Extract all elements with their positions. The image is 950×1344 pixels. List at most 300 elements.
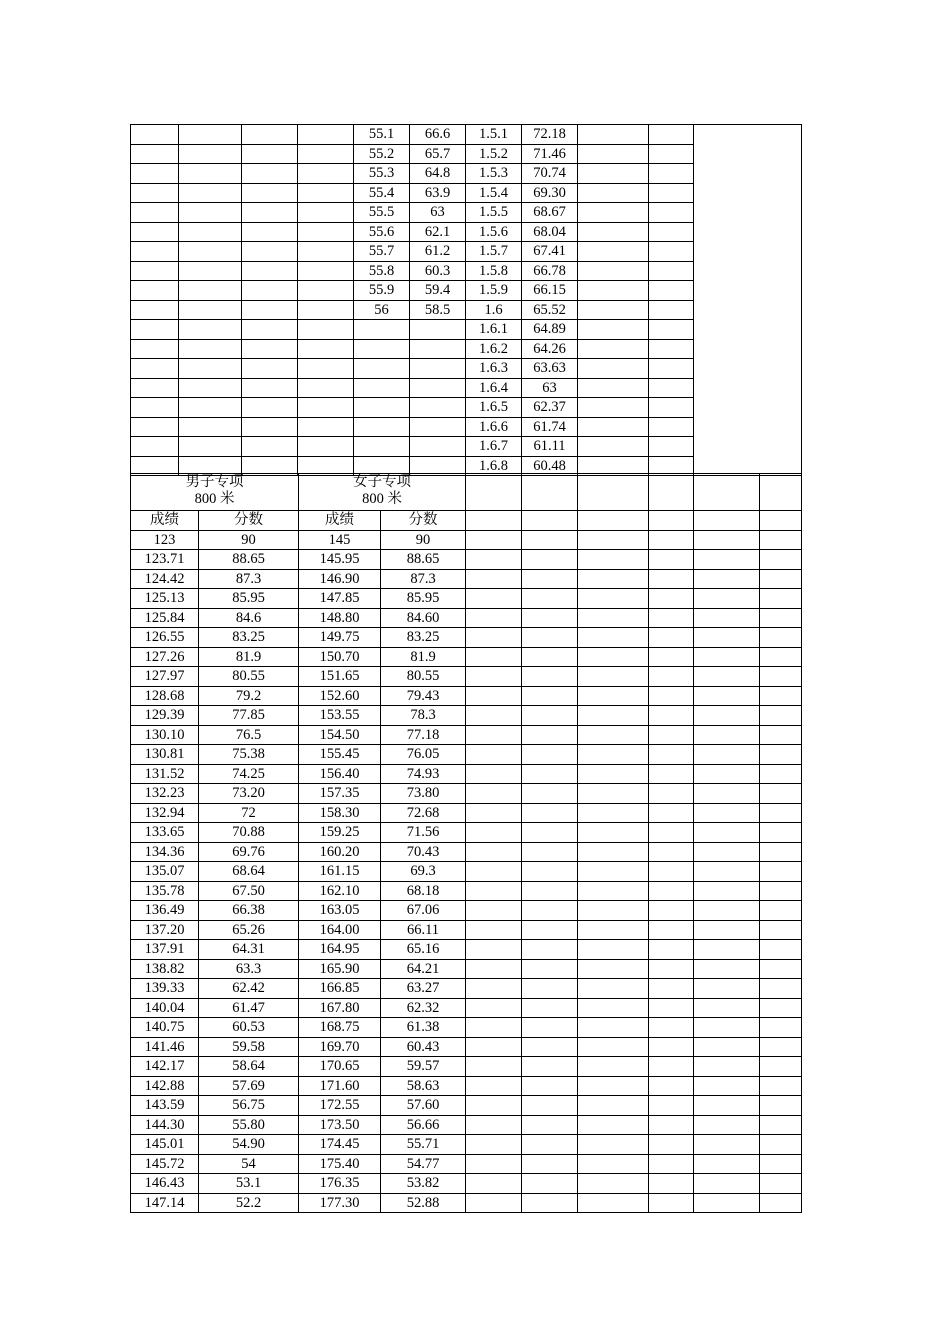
table-row bbox=[131, 569, 802, 589]
table-cell: 143.59 bbox=[131, 1096, 199, 1116]
table-row bbox=[131, 550, 802, 570]
table-cell: 68.67 bbox=[522, 203, 578, 223]
empty-cell bbox=[242, 339, 298, 359]
empty-cell bbox=[522, 550, 578, 570]
top-score-table bbox=[130, 124, 802, 476]
table-row bbox=[131, 901, 802, 921]
empty-cell bbox=[578, 979, 649, 999]
empty-cell bbox=[131, 339, 179, 359]
empty-cell bbox=[131, 359, 179, 379]
empty-cell bbox=[578, 1018, 649, 1038]
empty-cell bbox=[649, 608, 694, 628]
female-points-header: 分数 bbox=[381, 511, 466, 531]
empty-cell bbox=[649, 1174, 694, 1194]
table-row bbox=[131, 823, 802, 843]
table-row bbox=[131, 998, 802, 1018]
table-cell: 145.95 bbox=[299, 550, 381, 570]
table-row bbox=[131, 608, 802, 628]
table-cell: 79.43 bbox=[381, 686, 466, 706]
empty-cell bbox=[649, 784, 694, 804]
table-cell: 55.80 bbox=[199, 1115, 299, 1135]
table-cell: 68.04 bbox=[522, 222, 578, 242]
empty-cell bbox=[466, 940, 522, 960]
table-cell: 1.6.7 bbox=[466, 437, 522, 457]
empty-cell bbox=[242, 222, 298, 242]
empty-cell bbox=[760, 667, 802, 687]
table-cell: 67.06 bbox=[381, 901, 466, 921]
table-cell: 75.38 bbox=[199, 745, 299, 765]
table-row bbox=[131, 589, 802, 609]
table-row bbox=[131, 1193, 802, 1213]
empty-cell bbox=[760, 881, 802, 901]
empty-cell bbox=[649, 550, 694, 570]
table-row bbox=[131, 1174, 802, 1194]
empty-cell bbox=[242, 281, 298, 301]
empty-cell bbox=[131, 222, 179, 242]
empty-cell bbox=[694, 842, 760, 862]
empty-cell bbox=[242, 417, 298, 437]
table-cell: 63 bbox=[522, 378, 578, 398]
empty-cell bbox=[649, 222, 694, 242]
table-cell: 167.80 bbox=[299, 998, 381, 1018]
empty-cell bbox=[760, 647, 802, 667]
table-cell: 71.56 bbox=[381, 823, 466, 843]
empty-cell bbox=[649, 725, 694, 745]
empty-cell bbox=[578, 725, 649, 745]
table-cell: 65.52 bbox=[522, 300, 578, 320]
table-cell bbox=[354, 378, 410, 398]
empty-cell bbox=[760, 511, 802, 531]
empty-cell bbox=[298, 203, 354, 223]
table-cell: 80.55 bbox=[199, 667, 299, 687]
empty-cell bbox=[179, 398, 242, 418]
table-cell: 146.43 bbox=[131, 1174, 199, 1194]
empty-cell bbox=[694, 474, 760, 511]
empty-cell bbox=[649, 1115, 694, 1135]
table-cell: 54.77 bbox=[381, 1154, 466, 1174]
empty-cell bbox=[578, 823, 649, 843]
table-cell: 74.25 bbox=[199, 764, 299, 784]
empty-cell bbox=[522, 842, 578, 862]
table-cell bbox=[410, 417, 466, 437]
empty-cell bbox=[694, 550, 760, 570]
empty-cell bbox=[131, 242, 179, 262]
empty-cell bbox=[649, 320, 694, 340]
empty-cell bbox=[522, 1096, 578, 1116]
table-cell: 135.78 bbox=[131, 881, 199, 901]
empty-cell bbox=[694, 628, 760, 648]
table-cell: 160.20 bbox=[299, 842, 381, 862]
empty-cell bbox=[298, 339, 354, 359]
empty-cell bbox=[522, 959, 578, 979]
table-cell: 52.2 bbox=[199, 1193, 299, 1213]
empty-cell bbox=[649, 437, 694, 457]
table-cell: 59.4 bbox=[410, 281, 466, 301]
empty-cell bbox=[131, 378, 179, 398]
table-cell: 69.76 bbox=[199, 842, 299, 862]
table-row bbox=[131, 920, 802, 940]
table-cell: 175.40 bbox=[299, 1154, 381, 1174]
empty-cell bbox=[522, 745, 578, 765]
empty-cell bbox=[760, 1076, 802, 1096]
table-cell: 55.1 bbox=[354, 125, 410, 145]
table-cell: 76.05 bbox=[381, 745, 466, 765]
table-cell: 1.6.8 bbox=[466, 456, 522, 476]
empty-cell bbox=[578, 1154, 649, 1174]
empty-cell bbox=[578, 901, 649, 921]
table-cell: 145.72 bbox=[131, 1154, 199, 1174]
table-cell: 133.65 bbox=[131, 823, 199, 843]
empty-cell bbox=[649, 1193, 694, 1213]
table-cell: 59.57 bbox=[381, 1057, 466, 1077]
table-cell: 137.91 bbox=[131, 940, 199, 960]
table-cell: 145.01 bbox=[131, 1135, 199, 1155]
table-cell: 59.58 bbox=[199, 1037, 299, 1057]
table-cell: 176.35 bbox=[299, 1174, 381, 1194]
empty-cell bbox=[578, 1135, 649, 1155]
table-cell: 66.78 bbox=[522, 261, 578, 281]
empty-cell bbox=[649, 706, 694, 726]
table-cell: 64.26 bbox=[522, 339, 578, 359]
table-cell: 153.55 bbox=[299, 706, 381, 726]
table-cell bbox=[410, 320, 466, 340]
table-cell: 62.1 bbox=[410, 222, 466, 242]
empty-cell bbox=[466, 784, 522, 804]
table-cell: 73.20 bbox=[199, 784, 299, 804]
empty-cell bbox=[179, 242, 242, 262]
table-cell: 169.70 bbox=[299, 1037, 381, 1057]
table-cell: 173.50 bbox=[299, 1115, 381, 1135]
empty-cell bbox=[760, 862, 802, 882]
table-cell: 67.41 bbox=[522, 242, 578, 262]
table-cell bbox=[410, 359, 466, 379]
table-cell bbox=[354, 417, 410, 437]
empty-cell bbox=[578, 378, 649, 398]
empty-cell bbox=[466, 1115, 522, 1135]
empty-cell bbox=[179, 281, 242, 301]
table-cell: 65.16 bbox=[381, 940, 466, 960]
table-cell: 70.74 bbox=[522, 164, 578, 184]
empty-cell bbox=[522, 686, 578, 706]
table-cell: 64.89 bbox=[522, 320, 578, 340]
table-cell bbox=[354, 320, 410, 340]
table-cell: 123.71 bbox=[131, 550, 199, 570]
table-cell: 90 bbox=[381, 530, 466, 550]
empty-cell bbox=[649, 359, 694, 379]
empty-cell bbox=[578, 706, 649, 726]
empty-cell bbox=[578, 242, 649, 262]
table-cell: 76.5 bbox=[199, 725, 299, 745]
table-cell: 131.52 bbox=[131, 764, 199, 784]
empty-cell bbox=[578, 1037, 649, 1057]
empty-cell bbox=[466, 647, 522, 667]
empty-cell bbox=[522, 764, 578, 784]
empty-cell bbox=[760, 920, 802, 940]
table-cell bbox=[354, 437, 410, 457]
empty-cell bbox=[578, 1115, 649, 1135]
empty-cell bbox=[522, 1174, 578, 1194]
table-cell: 1.6 bbox=[466, 300, 522, 320]
table-cell: 55.7 bbox=[354, 242, 410, 262]
table-cell: 63.27 bbox=[381, 979, 466, 999]
table-cell: 1.5.4 bbox=[466, 183, 522, 203]
empty-cell bbox=[649, 667, 694, 687]
table-cell: 87.3 bbox=[199, 569, 299, 589]
table-row bbox=[131, 667, 802, 687]
empty-cell bbox=[649, 261, 694, 281]
empty-cell bbox=[649, 803, 694, 823]
empty-cell bbox=[298, 144, 354, 164]
table-cell: 81.9 bbox=[199, 647, 299, 667]
empty-cell bbox=[522, 1037, 578, 1057]
table-cell: 1.5.9 bbox=[466, 281, 522, 301]
empty-cell bbox=[760, 1154, 802, 1174]
empty-cell bbox=[466, 979, 522, 999]
empty-cell bbox=[694, 881, 760, 901]
empty-cell bbox=[760, 589, 802, 609]
empty-cell bbox=[694, 530, 760, 550]
empty-cell bbox=[242, 203, 298, 223]
table-cell: 88.65 bbox=[381, 550, 466, 570]
empty-cell bbox=[522, 667, 578, 687]
empty-cell bbox=[760, 1018, 802, 1038]
empty-cell bbox=[694, 1135, 760, 1155]
table-cell: 63.9 bbox=[410, 183, 466, 203]
empty-cell bbox=[466, 1018, 522, 1038]
empty-cell bbox=[131, 320, 179, 340]
empty-cell bbox=[131, 417, 179, 437]
empty-cell bbox=[131, 203, 179, 223]
empty-cell bbox=[649, 628, 694, 648]
table-cell: 1.5.1 bbox=[466, 125, 522, 145]
empty-cell bbox=[578, 647, 649, 667]
empty-cell bbox=[578, 222, 649, 242]
table-cell: 65.7 bbox=[410, 144, 466, 164]
empty-cell bbox=[522, 862, 578, 882]
empty-cell bbox=[649, 589, 694, 609]
table-row bbox=[131, 725, 802, 745]
table-cell: 87.3 bbox=[381, 569, 466, 589]
table-cell: 56 bbox=[354, 300, 410, 320]
empty-cell bbox=[694, 725, 760, 745]
empty-cell bbox=[578, 398, 649, 418]
table-row bbox=[131, 1018, 802, 1038]
table-cell: 55.8 bbox=[354, 261, 410, 281]
table-row bbox=[131, 940, 802, 960]
table-cell: 54 bbox=[199, 1154, 299, 1174]
empty-cell bbox=[649, 530, 694, 550]
empty-cell bbox=[522, 823, 578, 843]
empty-cell bbox=[522, 530, 578, 550]
empty-cell bbox=[649, 686, 694, 706]
empty-cell bbox=[466, 881, 522, 901]
empty-cell bbox=[522, 1018, 578, 1038]
empty-cell bbox=[578, 842, 649, 862]
female-score-header: 成绩 bbox=[299, 511, 381, 531]
empty-cell bbox=[522, 569, 578, 589]
table-cell: 1.5.2 bbox=[466, 144, 522, 164]
table-cell: 58.63 bbox=[381, 1076, 466, 1096]
table-cell: 55.9 bbox=[354, 281, 410, 301]
table-cell: 52.88 bbox=[381, 1193, 466, 1213]
table-cell: 159.25 bbox=[299, 823, 381, 843]
empty-cell bbox=[649, 242, 694, 262]
table-cell: 84.6 bbox=[199, 608, 299, 628]
empty-cell bbox=[179, 437, 242, 457]
table-cell bbox=[410, 339, 466, 359]
empty-cell bbox=[466, 1057, 522, 1077]
table-cell: 136.49 bbox=[131, 901, 199, 921]
empty-cell bbox=[522, 1154, 578, 1174]
table-cell: 62.42 bbox=[199, 979, 299, 999]
empty-cell bbox=[298, 320, 354, 340]
table-cell: 1.6.3 bbox=[466, 359, 522, 379]
empty-cell bbox=[578, 803, 649, 823]
empty-cell bbox=[578, 784, 649, 804]
empty-cell bbox=[760, 706, 802, 726]
empty-cell bbox=[131, 261, 179, 281]
empty-cell bbox=[466, 511, 522, 531]
empty-cell bbox=[179, 222, 242, 242]
table-cell: 174.45 bbox=[299, 1135, 381, 1155]
empty-cell bbox=[522, 608, 578, 628]
table-cell: 53.82 bbox=[381, 1174, 466, 1194]
table-cell: 135.07 bbox=[131, 862, 199, 882]
table-cell: 166.85 bbox=[299, 979, 381, 999]
empty-cell bbox=[694, 803, 760, 823]
table-cell: 127.26 bbox=[131, 647, 199, 667]
table-cell: 151.65 bbox=[299, 667, 381, 687]
empty-cell bbox=[760, 530, 802, 550]
table-cell: 55.4 bbox=[354, 183, 410, 203]
male-points-header: 分数 bbox=[199, 511, 299, 531]
table-cell: 74.93 bbox=[381, 764, 466, 784]
empty-cell bbox=[179, 378, 242, 398]
empty-cell bbox=[179, 320, 242, 340]
table-row bbox=[131, 1135, 802, 1155]
empty-cell bbox=[131, 183, 179, 203]
table-cell: 149.75 bbox=[299, 628, 381, 648]
table-cell: 71.46 bbox=[522, 144, 578, 164]
table-cell: 57.60 bbox=[381, 1096, 466, 1116]
empty-cell bbox=[760, 745, 802, 765]
empty-cell bbox=[578, 437, 649, 457]
table-cell: 147.85 bbox=[299, 589, 381, 609]
empty-cell bbox=[242, 183, 298, 203]
empty-cell bbox=[578, 667, 649, 687]
empty-cell bbox=[649, 569, 694, 589]
empty-cell bbox=[694, 1193, 760, 1213]
empty-cell bbox=[466, 1154, 522, 1174]
empty-cell bbox=[694, 1096, 760, 1116]
empty-cell bbox=[578, 686, 649, 706]
empty-cell bbox=[649, 959, 694, 979]
empty-cell bbox=[694, 1154, 760, 1174]
table-cell: 63 bbox=[410, 203, 466, 223]
bottom-score-table bbox=[130, 473, 802, 1213]
empty-cell bbox=[578, 339, 649, 359]
empty-cell bbox=[242, 261, 298, 281]
female-title: 女子专项 bbox=[353, 474, 411, 490]
empty-cell bbox=[242, 164, 298, 184]
empty-cell bbox=[466, 589, 522, 609]
table-row bbox=[131, 862, 802, 882]
table-cell: 164.95 bbox=[299, 940, 381, 960]
empty-cell bbox=[760, 1037, 802, 1057]
empty-cell bbox=[694, 764, 760, 784]
empty-cell bbox=[131, 164, 179, 184]
empty-cell bbox=[466, 764, 522, 784]
empty-cell bbox=[522, 998, 578, 1018]
empty-cell bbox=[760, 823, 802, 843]
empty-cell bbox=[522, 1057, 578, 1077]
empty-cell bbox=[466, 1174, 522, 1194]
empty-cell bbox=[649, 183, 694, 203]
male-title: 男子专项 bbox=[185, 474, 244, 490]
table-cell: 60.48 bbox=[522, 456, 578, 476]
bottom-table-body bbox=[131, 474, 802, 1213]
empty-cell bbox=[131, 281, 179, 301]
empty-cell bbox=[649, 940, 694, 960]
empty-cell bbox=[649, 842, 694, 862]
empty-cell bbox=[649, 1135, 694, 1155]
table-cell: 147.14 bbox=[131, 1193, 199, 1213]
table-cell: 127.97 bbox=[131, 667, 199, 687]
table-cell: 177.30 bbox=[299, 1193, 381, 1213]
table-row bbox=[131, 803, 802, 823]
empty-cell bbox=[760, 725, 802, 745]
empty-cell bbox=[522, 920, 578, 940]
table-cell: 61.11 bbox=[522, 437, 578, 457]
empty-cell bbox=[760, 550, 802, 570]
table-cell: 150.70 bbox=[299, 647, 381, 667]
table-cell: 55.6 bbox=[354, 222, 410, 242]
table-cell: 171.60 bbox=[299, 1076, 381, 1096]
table-cell: 168.75 bbox=[299, 1018, 381, 1038]
empty-cell bbox=[466, 1096, 522, 1116]
table-cell: 164.00 bbox=[299, 920, 381, 940]
empty-cell bbox=[522, 474, 578, 511]
table-cell: 1.6.2 bbox=[466, 339, 522, 359]
table-row bbox=[131, 959, 802, 979]
empty-cell bbox=[694, 745, 760, 765]
table-cell: 72.18 bbox=[522, 125, 578, 145]
empty-cell bbox=[649, 164, 694, 184]
table-cell: 66.15 bbox=[522, 281, 578, 301]
empty-cell bbox=[578, 144, 649, 164]
female-800m-header bbox=[299, 474, 466, 511]
empty-cell bbox=[760, 608, 802, 628]
empty-cell bbox=[522, 1193, 578, 1213]
empty-cell bbox=[522, 628, 578, 648]
empty-cell bbox=[649, 764, 694, 784]
empty-cell bbox=[694, 686, 760, 706]
table-cell: 80.55 bbox=[381, 667, 466, 687]
empty-cell bbox=[466, 706, 522, 726]
empty-cell bbox=[578, 300, 649, 320]
table-cell: 61.38 bbox=[381, 1018, 466, 1038]
empty-cell bbox=[522, 511, 578, 531]
table-cell: 54.90 bbox=[199, 1135, 299, 1155]
table-row bbox=[131, 686, 802, 706]
empty-cell bbox=[298, 242, 354, 262]
empty-cell bbox=[242, 437, 298, 457]
empty-cell bbox=[578, 261, 649, 281]
empty-cell bbox=[466, 1193, 522, 1213]
empty-cell bbox=[578, 569, 649, 589]
empty-cell bbox=[649, 979, 694, 999]
empty-cell bbox=[649, 862, 694, 882]
